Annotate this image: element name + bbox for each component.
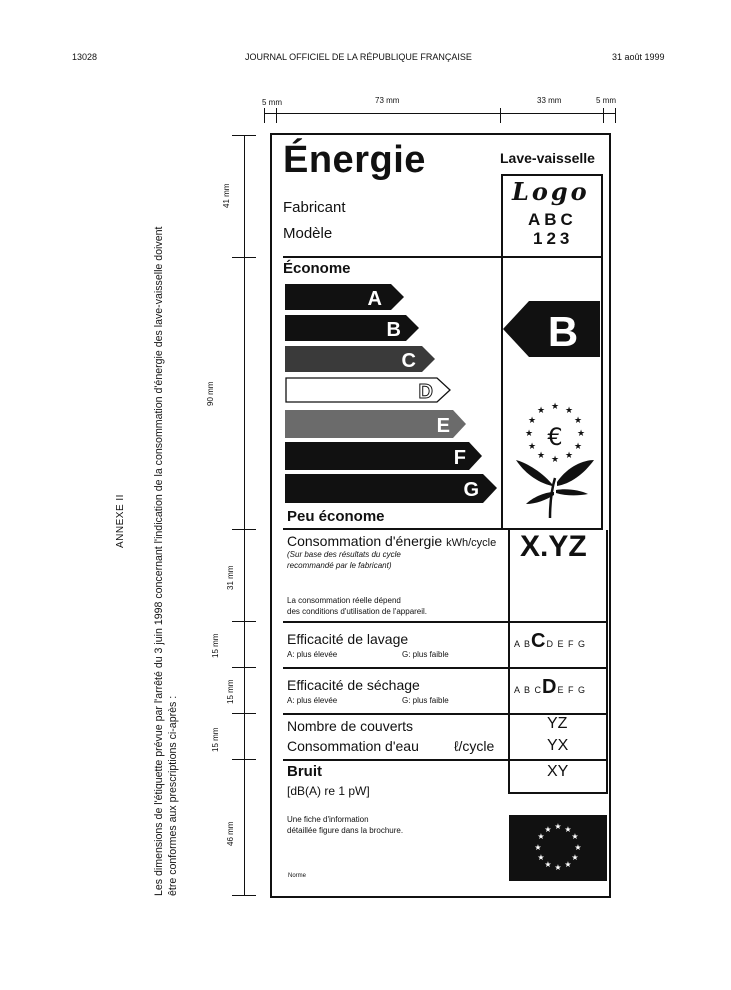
- separator: [283, 256, 603, 258]
- drying-efficiency-label: Efficacité de séchage: [287, 677, 420, 693]
- noise-label: Bruit: [287, 763, 322, 780]
- washing-rating: C: [531, 630, 547, 652]
- class-bar-b: [285, 315, 421, 341]
- svg-text:★: ★: [534, 843, 542, 852]
- svg-text:★: ★: [544, 860, 552, 869]
- dim-left-41mm: 41 mm: [222, 183, 231, 208]
- dim-left-46mm: 46 mm: [226, 821, 235, 846]
- water-value: YX: [547, 737, 569, 754]
- consumption-note-1: (Sur base des résultats du cycle: [287, 550, 401, 559]
- drying-scale: [514, 676, 586, 699]
- place-settings-label: Nombre de couverts: [287, 718, 414, 734]
- dim-left-31mm: 31 mm: [226, 565, 235, 590]
- noise-unit: [dB(A) re 1 pW]: [287, 784, 370, 798]
- manufacturer-label: Fabricant: [283, 199, 346, 216]
- peu-econome-label: Peu économe: [287, 508, 385, 525]
- noise-value: XY: [547, 763, 569, 780]
- drying-low: G: plus faible: [402, 696, 449, 705]
- dim-left-15mm-a: 15 mm: [211, 633, 220, 658]
- svg-text:★: ★: [537, 832, 545, 841]
- class-letter-f: F: [453, 447, 466, 469]
- class-bar-c: [285, 346, 437, 372]
- dim-top-33mm: 33 mm: [537, 96, 562, 105]
- energy-consumption-label: [287, 533, 496, 549]
- logo-box-top: [501, 174, 602, 176]
- dim-left-15mm-c: 15 mm: [211, 727, 220, 752]
- model-label: Modèle: [283, 225, 333, 242]
- svg-text:★: ★: [554, 822, 562, 831]
- svg-text:★: ★: [550, 402, 560, 412]
- rating-arrow: [503, 301, 601, 362]
- svg-text:★: ★: [550, 455, 560, 465]
- consumption-text: Consommation d'énergie: [287, 533, 443, 549]
- journal-title: JOURNAL OFFICIEL DE LA RÉPUBLIQUE FRANÇAISE: [245, 52, 472, 62]
- class-bar-f: [285, 442, 485, 468]
- dim-tick: [232, 529, 256, 530]
- svg-text:★: ★: [536, 451, 546, 461]
- logo-box-right: [601, 174, 603, 528]
- dim-tick: [232, 257, 256, 258]
- column-divider: [606, 530, 608, 793]
- appliance-type: Lave-vaisselle: [500, 150, 595, 166]
- svg-text:★: ★: [527, 416, 537, 426]
- dim-tick: [500, 108, 501, 123]
- drying-high: A: plus élevée: [287, 696, 338, 705]
- drying-before: A B C: [514, 685, 543, 695]
- separator: [283, 621, 608, 623]
- drying-after: E F G: [557, 685, 586, 695]
- svg-text:★: ★: [573, 442, 583, 452]
- instruction-line-2: être conformes aux prescriptions ci-après :: [167, 695, 179, 896]
- svg-text:★: ★: [537, 853, 545, 862]
- washing-after: D E F G: [546, 639, 586, 649]
- svg-text:★: ★: [576, 429, 586, 439]
- dim-left-15mm-b: 15 mm: [226, 679, 235, 704]
- column-divider: [508, 530, 510, 793]
- page-number: 13028: [72, 52, 98, 62]
- consumption-unit: kWh/cycle: [446, 537, 497, 549]
- svg-text:★: ★: [564, 451, 574, 461]
- info-line-2: détaillée figure dans la brochure.: [287, 826, 404, 835]
- econome-label: Économe: [283, 260, 351, 277]
- dim-left-90mm: 90 mm: [206, 381, 215, 406]
- svg-text:★: ★: [527, 442, 537, 452]
- top-dimension-line: [264, 113, 616, 114]
- washing-before: A B: [514, 639, 532, 649]
- rating-letter: B: [547, 308, 579, 355]
- svg-text:★: ★: [544, 825, 552, 834]
- svg-text:★: ★: [564, 860, 572, 869]
- class-bar-g: [285, 474, 500, 500]
- separator: [283, 759, 608, 761]
- logo-abc: ABC: [528, 210, 577, 229]
- dim-tick: [615, 108, 616, 123]
- svg-text:★: ★: [573, 416, 583, 426]
- dim-top-5mm: 5 mm: [262, 98, 282, 107]
- eu-flag-icon: [509, 815, 607, 881]
- class-letter-c: C: [401, 350, 416, 372]
- washing-high: A: plus élevée: [287, 650, 338, 659]
- dim-top-73mm: 73 mm: [375, 96, 400, 105]
- class-letter-a: A: [367, 288, 382, 310]
- class-bar-a: [285, 284, 405, 310]
- dim-tick: [603, 108, 604, 123]
- separator: [508, 792, 608, 794]
- dim-tick: [276, 108, 277, 123]
- drying-rating: D: [542, 676, 558, 698]
- dim-tick: [264, 108, 265, 123]
- washing-scale: [514, 630, 586, 653]
- annex-title: ANNEXE II: [115, 494, 126, 548]
- separator: [283, 667, 608, 669]
- consumption-value: X.YZ: [520, 530, 587, 563]
- svg-text:★: ★: [564, 406, 574, 416]
- svg-text:★: ★: [554, 863, 562, 872]
- svg-text:★: ★: [524, 429, 534, 439]
- dim-tick: [232, 713, 256, 714]
- svg-text:★: ★: [571, 853, 579, 862]
- class-bar-d: [285, 377, 453, 403]
- dim-tick: [232, 759, 256, 760]
- class-bar-e: [285, 410, 469, 436]
- washing-efficiency-label: Efficacité de lavage: [287, 631, 409, 647]
- eu-ecolabel-flower-icon: [510, 400, 600, 530]
- place-settings-value: YZ: [547, 715, 568, 732]
- svg-text:★: ★: [564, 825, 572, 834]
- consumption-note-3: La consommation réelle dépend: [287, 596, 401, 605]
- dim-tick: [232, 895, 256, 896]
- label-title: Énergie: [283, 139, 426, 181]
- consumption-note-4: des conditions d'utilisation de l'appareil.: [287, 607, 428, 616]
- class-letter-b: B: [386, 319, 401, 341]
- svg-text:★: ★: [571, 832, 579, 841]
- dim-top-5mm-right: 5 mm: [596, 96, 616, 105]
- norm-label: Norme: [288, 873, 307, 879]
- logo-text: Logo: [512, 177, 590, 206]
- class-letter-d: D: [418, 381, 433, 403]
- left-dimension-line: [244, 135, 245, 896]
- svg-text:★: ★: [536, 406, 546, 416]
- issue-date: 31 août 1999: [612, 52, 665, 62]
- consumption-note-2: recommandé par le fabricant): [287, 561, 392, 570]
- class-letter-g: G: [463, 479, 479, 501]
- dim-tick: [232, 621, 256, 622]
- svg-text:★: ★: [574, 843, 582, 852]
- svg-text:€: €: [547, 423, 563, 451]
- washing-low: G: plus faible: [402, 650, 449, 659]
- dim-tick: [232, 667, 256, 668]
- logo-123: 123: [533, 229, 574, 248]
- instruction-line-1: Les dimensions de l'étiquette prévue par l'arrêté du 3 juin 1998 concernant l'indication de la consommation d'énergie des lave-vaisselle doivent: [153, 226, 165, 896]
- dim-tick: [232, 135, 256, 136]
- water-unit: ℓ/cycle: [454, 738, 495, 754]
- info-line-1: Une fiche d'information: [287, 815, 369, 824]
- water-label: Consommation d'eau: [287, 738, 419, 754]
- class-letter-e: E: [436, 415, 450, 437]
